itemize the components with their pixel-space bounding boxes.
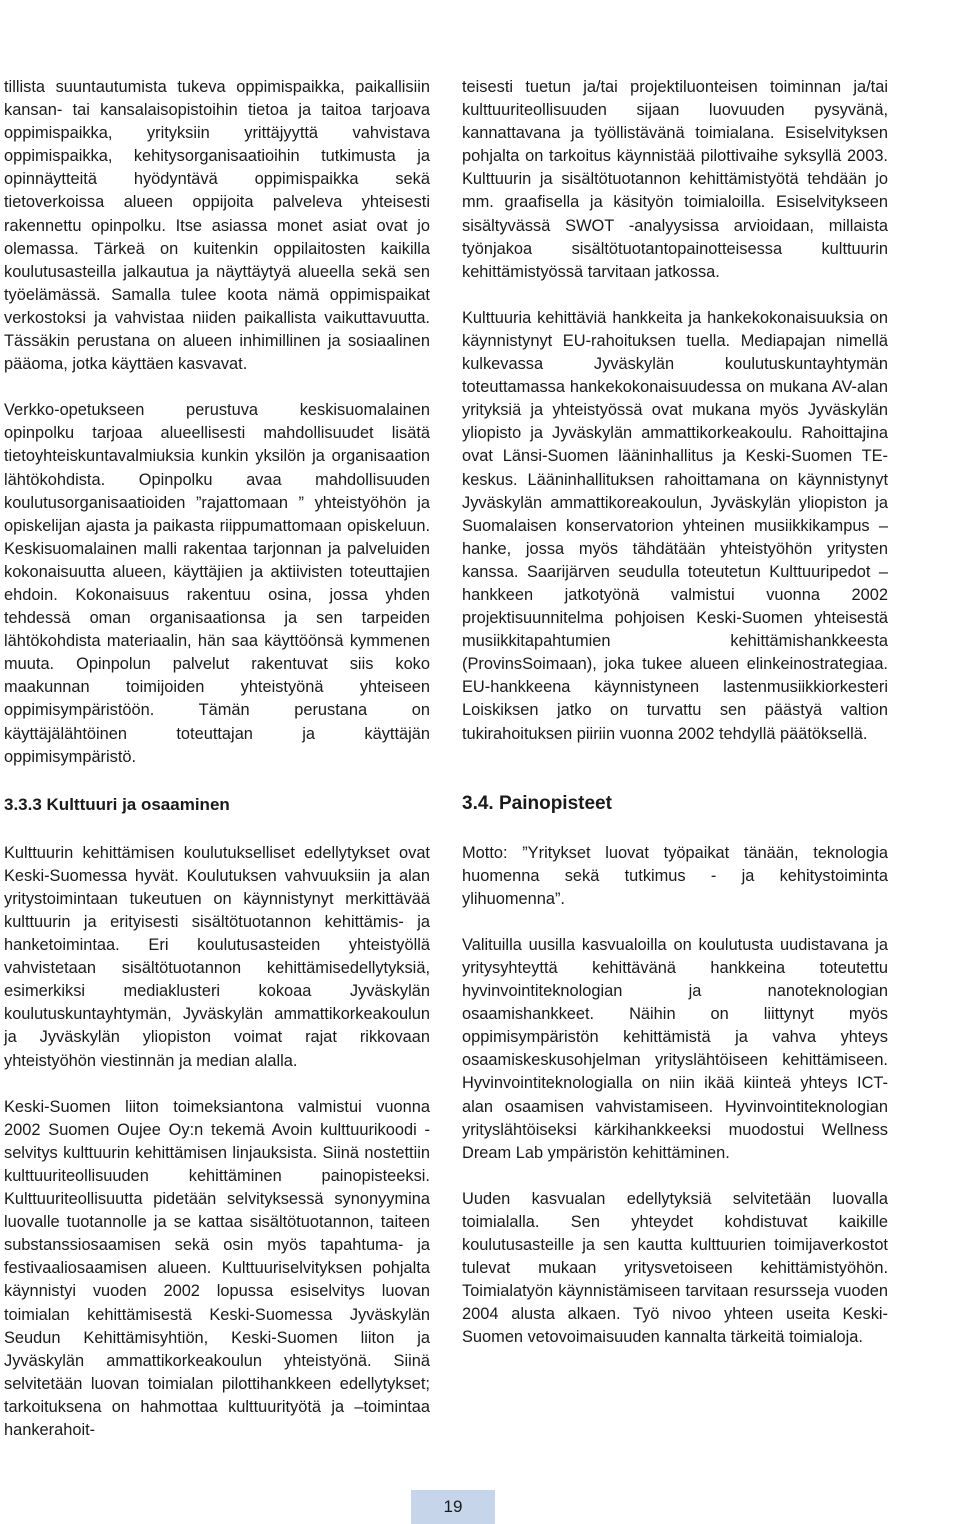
right-paragraph-2: Kulttuuria kehittäviä hankkeita ja hankekokonaisuuksia on käynnistynyt EU-rahoituksen tuella. Mediapajan nimellä kulkevassa Jyväskylän koulutuskuntayhtymän toteuttamassa hankekokonaisuudessa on mukana AV-alan yrityksiä ja yhteistyössä ovat mukana myös Jyväskylän yliopisto ja Jyväskylän ammattikorkeakoulu. Rahoittajina ovat Länsi-Suomen lääninhallitus ja Keski-Suomen TE-keskus. Lääninhallituksen rahoittamana on käynnistynyt Jyväskylän ammattikoreakoulun, Jyväskylän yliopiston ja Suomalaisen konservatorion yhteinen musiikkikampus –hanke, jossa myös tähdätään yhteistyöhön yritysten kanssa. Saarijärven seudulla toteutetun Kulttuuripedot – hankkeen jatkotyönä valmistui vuonna 2002 projektisuunnitelma pohjoisen Keski-Suomen yhteisestä musiikkitapahtumien kehittämishankkeesta (ProvinsSoimaan), joka tukee alueen elinkeinostrategiaa. EU-hankkeena käynnistyneen lastenmusiikkiorkesteri Loiskiksen jatko on turvattu sen päästyä valtion tukirahoituksen piiriin vuonna 2002 tehdyllä päätöksellä. [462,308,888,743]
left-paragraph-4: Keski-Suomen liiton toimeksiantona valmistui vuonna 2002 Suomen Oujee Oy:n tekemä Avoin kulttuurikoodi -selvitys kulttuurin kehittämisen linjauksista. Siinä nostettiin kulttuuriteollisuuden kehittäminen painopisteeksi. Kulttuuriteollisuutta pidetään selvityksessä synonyymina luovalle tuotannolle ja se kattaa sisältötuotannon, taiteen substanssiosaamisen sekä osin myös tapahtuma- ja festivaaliosaamisen alueen. Kulttuuriselvityksen pohjalta käynnistyi vuoden 2002 lopussa esiselvitys luovan toimialan kehittämisestä Keski-Suomessa Jyväskylän Seudun Kehittämisyhtiön, Keski-Suomen liiton ja Jyväskylän ammattikorkeakoulun yhteistyönä. Siinä selvitetään luovan toimialan pilottihankkeen edellytykset; tarkoituksena on hahmottaa kulttuurityötä ja –toimintaa hankerahoit- [4,1097,430,1439]
page-number-badge [411,1490,495,1524]
page-number: 19 [443,1497,463,1516]
right-paragraph-1: teisesti tuetun ja/tai projektiluonteisen toiminnan ja/tai kulttuuriteollisuuden sijaan luovuuden pysyvänä, kannattavana ja työllistävänä toimialana. Esiselvityksen pohjalta on tarkoitus käynnistää pilottivaihe syksyllä 2003. Kulttuurin ja sisältötuotannon kehittämistyötä tehdään jo mm. graafisella ja käsityön toimialoilla. Esiselvitykseen sisältyvässä SWOT -analyysissa arvioidaan, millaista työnjakoa sisältötuotantopainotteisessa kulttuurin kehittämistyössä tarvitaan jatkossa. [462,78,888,281]
right-column [462,76,888,1350]
left-paragraph-3: Kulttuurin kehittämisen koulutukselliset edellytykset ovat Keski-Suomessa hyvät. Koulutuksen vahvuuksiin ja alan yritystoimintaan tukeutuen on käynnistynyt merkittävää kulttuurin ja erityisesti sisältötuotannon kehittämis- ja hanketoimintaa. Eri koulutusasteiden yhteistyöllä vahvistetaan sisältötuotannon kehittämisedellytyksiä, esimerkiksi mediaklusteri kokoaa Jyväskylän koulutuskuntayhtymän, Jyväskylän ammattikorkeakoulun ja Jyväskylän yliopiston voimat rajat rikkovaan yhteistyöhön viestinnän ja median alalla. [4,843,430,1070]
right-paragraph-4: Valituilla uusilla kasvualoilla on koulutusta uudistavana ja yritysyhteyttä kehittävänä hankkeina toteutettu hyvinvointiteknologian ja nanoteknologian osaamishankkeet. Näihin on liittynyt myös oppimisympäristön kehittämistä ja vahva yhteys osaamiskeskusohjelman yrityslähtöiseen kehittämiseen. Hyvinvointiteknologialla on niin ikää kiinteä yhteys ICT-alan osaamisen vahvistamiseen. Hyvinvointiteknologian yrityslähtöiseksi kärkihankkeeksi muodostui Wellness Dream Lab ympäristön kehittäminen. [462,935,888,1162]
section-heading-focus-areas: 3.4. Painopisteet [462,792,612,814]
left-paragraph-2: Verkko-opetukseen perustuva keskisuomalainen opinpolku tarjoaa alueellisesti mahdollisuudet lisätä tietoyhteiskuntavalmiuksia kunkin yksilön ja organisaation lähtökohdista. Opinpolku avaa mahdollisuuden koulutusorganisaatioiden ”rajattomaan ” yhteistyöhön ja opiskelijan ajasta ja paikasta riippumattomaan opiskeluun. Keskisuomalainen malli rakentaa tarjonnan ja palveluiden kokonaisuutta alueen, käyttäjien ja aktiivisten toteuttajien ehdoin. Kokonaisuus rakentuu osina, jossa yhden tehdessä oman organisaationsa ja sen tarpeiden lähtökohdista materiaalin, hän saa käyttöönsä kymmenen muuta. Opinpolun palvelut rakentuvat siis koko maakunnan toimijoiden yhteistyönä yhteiseen oppimisympäristöön. Tämän perustana on käyttäjälähtöinen toteuttajan ja käyttäjän oppimisympäristö. [4,401,430,766]
left-paragraph-1: tillista suuntautumista tukeva oppimispaikka, paikallisiin kansan- tai kansalaisopistoihin tietoa ja taitoa tarjoava oppimispaikka, yrityksiin yrittäjyyttä vahvistava oppimispaikka, kehitysorganisaatioihin tutkimusta ja opinnäytteitä hyödyntävä oppimispaikka sekä tietoverkoissa alueen oppijoita palveleva yhteisesti rakennettu opinpolku. Itse asiassa monet asiat ovat jo olemassa. Tärkeä on kuitenkin oppilaitosten kaikilla koulutusasteilla jalkautua ja näyttäytyä alueella sekä sen työelämässä. Samalla tulee koota nämä oppimispaikat verkostoksi ja vahvistaa niiden paikallista vaikuttavuutta. Tässäkin perustana on alueen inhimillinen ja sosiaalinen pääoma, jotka käyttäen kasvavat. [4,78,430,374]
right-paragraph-5: Uuden kasvualan edellytyksiä selvitetään luovalla toimialalla. Sen yhteydet kohdistuvat kaikille koulutusasteille ja sen kautta kulttuurien toimijaverkostot tulevat mukaan yritysvetoiseen kehittämistyöhön. Toimialatyön käynnistämiseen tarvitaan resursseja vuoden 2004 alusta alkaen. Työ nivoo yhteen useita Keski- Suomen vetovoimaisuuden kannalta tärkeitä toimialoja. [462,1189,888,1347]
section-heading-culture: 3.3.3 Kulttuuri ja osaaminen [4,794,230,814]
left-column [4,76,430,1442]
right-paragraph-3-motto: Motto: ”Yritykset luovat työpaikat tänään, teknologia huomenna sekä tutkimus - ja kehitystoiminta ylihuomenna”. [462,843,888,908]
